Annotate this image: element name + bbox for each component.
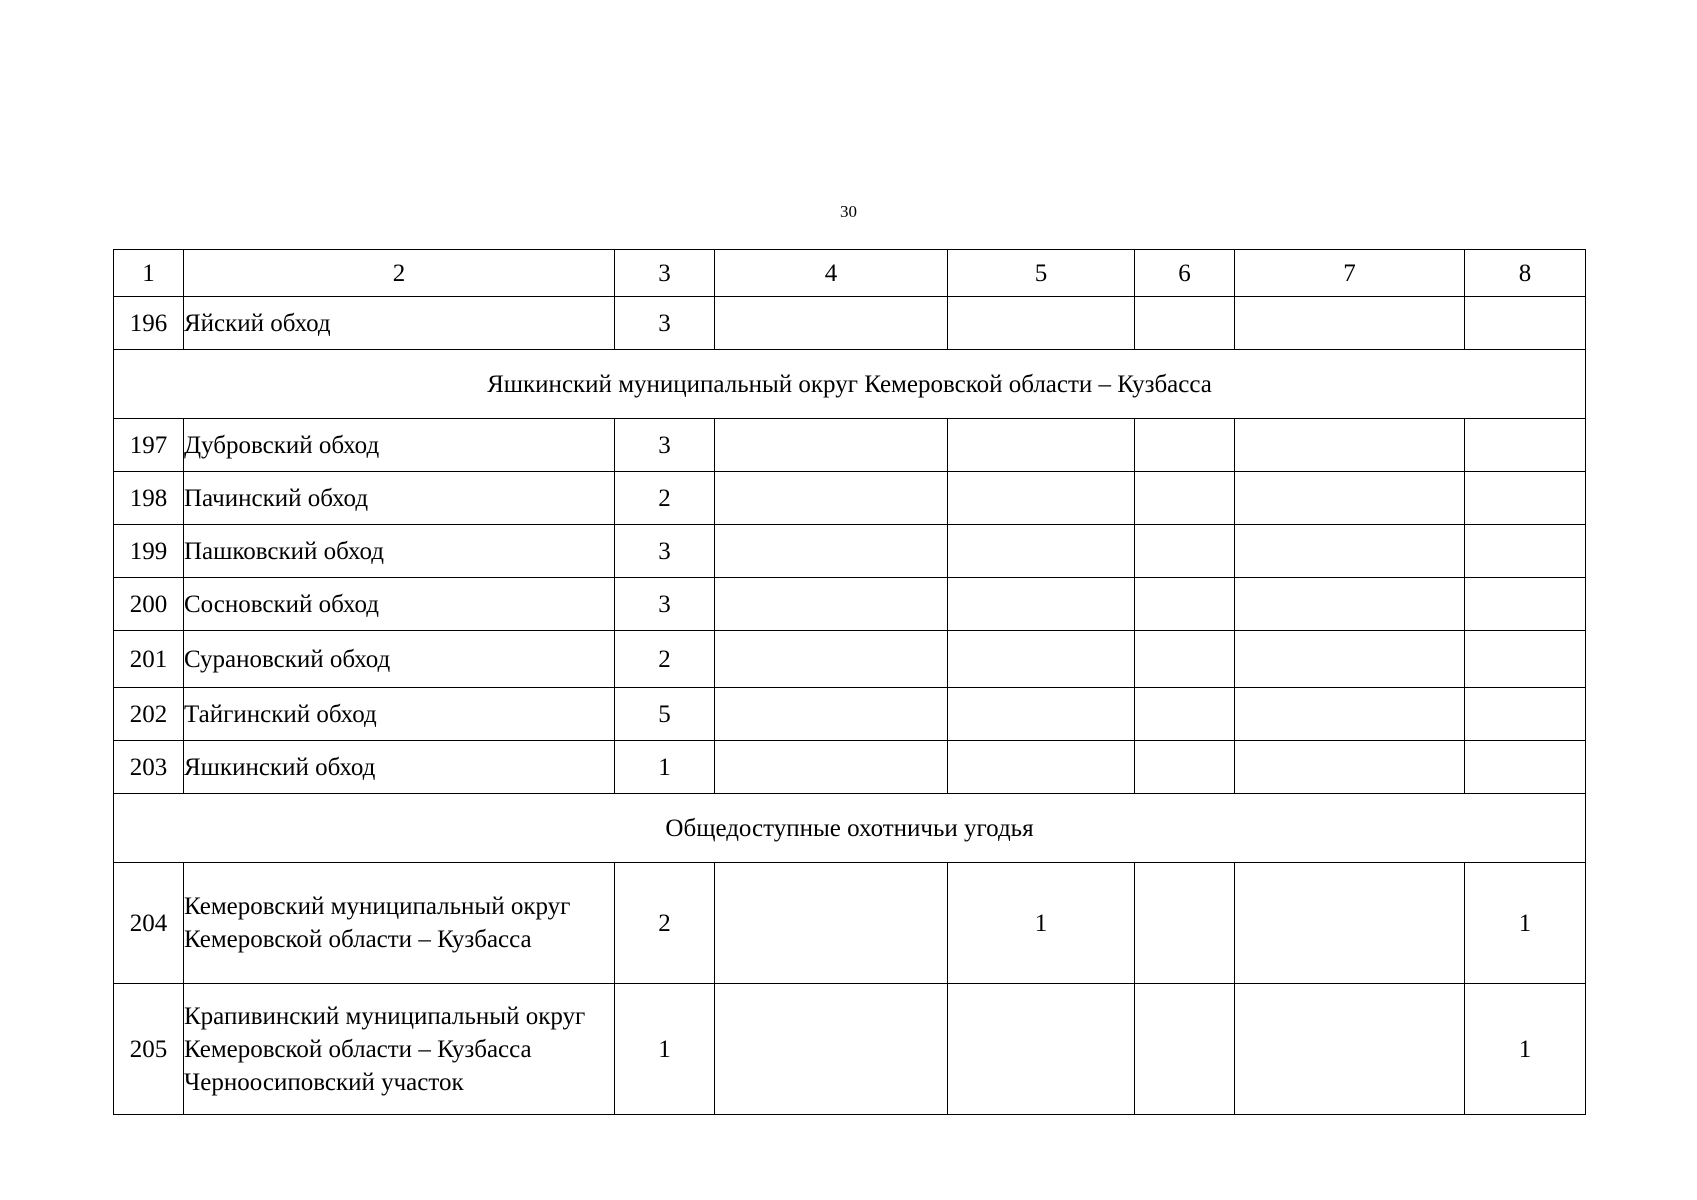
row-number: 202 xyxy=(114,688,184,741)
table-row xyxy=(114,419,1586,472)
header-cell: 8 xyxy=(1465,250,1586,297)
section-heading: Яшкинский муниципальный округ Кемеровской области – Кузбасса xyxy=(114,350,1586,419)
cell-col6 xyxy=(1135,863,1235,984)
cell-col6 xyxy=(1135,984,1235,1115)
cell-col3: 1 xyxy=(615,741,715,794)
cell-col8 xyxy=(1465,741,1586,794)
cell-col6 xyxy=(1135,297,1235,350)
cell-col3: 5 xyxy=(615,688,715,741)
cell-col5 xyxy=(948,688,1135,741)
cell-col8 xyxy=(1465,419,1586,472)
cell-col4 xyxy=(715,984,948,1115)
row-name: Тайгинский обход xyxy=(184,688,615,741)
row-name: Сурановский обход xyxy=(184,631,615,688)
cell-col4 xyxy=(715,578,948,631)
header-cell: 2 xyxy=(184,250,615,297)
cell-col6 xyxy=(1135,688,1235,741)
cell-col3: 2 xyxy=(615,631,715,688)
row-number: 199 xyxy=(114,525,184,578)
row-name: Кемеровский муниципальный округ Кемеровской области – Кузбасса xyxy=(184,863,615,984)
cell-col7 xyxy=(1235,297,1465,350)
cell-col8: 1 xyxy=(1465,984,1586,1115)
row-name: Яшкинский обход xyxy=(184,741,615,794)
cell-col4 xyxy=(715,419,948,472)
cell-col3: 3 xyxy=(615,578,715,631)
cell-col3: 3 xyxy=(615,297,715,350)
section-row xyxy=(114,350,1586,419)
row-number: 203 xyxy=(114,741,184,794)
cell-col8 xyxy=(1465,578,1586,631)
row-name: Крапивинский муниципальный округ Кемеровской области – Кузбасса Черноосиповский участок xyxy=(184,984,615,1115)
cell-col8: 1 xyxy=(1465,863,1586,984)
cell-col4 xyxy=(715,472,948,525)
table-row xyxy=(114,578,1586,631)
cell-col8 xyxy=(1465,525,1586,578)
cell-col7 xyxy=(1235,984,1465,1115)
cell-col5 xyxy=(948,631,1135,688)
row-number: 205 xyxy=(114,984,184,1115)
cell-col8 xyxy=(1465,297,1586,350)
table-row xyxy=(114,863,1586,984)
cell-col7 xyxy=(1235,578,1465,631)
table-row xyxy=(114,297,1586,350)
cell-col7 xyxy=(1235,631,1465,688)
cell-col6 xyxy=(1135,525,1235,578)
cell-col6 xyxy=(1135,472,1235,525)
row-number: 201 xyxy=(114,631,184,688)
cell-col8 xyxy=(1465,472,1586,525)
cell-col5 xyxy=(948,741,1135,794)
cell-col6 xyxy=(1135,419,1235,472)
row-name: Яйский обход xyxy=(184,297,615,350)
row-number: 204 xyxy=(114,863,184,984)
row-number: 198 xyxy=(114,472,184,525)
cell-col3: 3 xyxy=(615,419,715,472)
row-number: 196 xyxy=(114,297,184,350)
cell-col8 xyxy=(1465,631,1586,688)
cell-col3: 2 xyxy=(615,472,715,525)
section-heading: Общедоступные охотничьи угодья xyxy=(114,794,1586,863)
cell-col5 xyxy=(948,297,1135,350)
page-number: 30 xyxy=(840,202,857,221)
cell-col7 xyxy=(1235,419,1465,472)
cell-col6 xyxy=(1135,631,1235,688)
table-row xyxy=(114,984,1586,1115)
table-row xyxy=(114,688,1586,741)
cell-col5: 1 xyxy=(948,863,1135,984)
header-cell: 6 xyxy=(1135,250,1235,297)
cell-col6 xyxy=(1135,578,1235,631)
row-name: Дубровский обход xyxy=(184,419,615,472)
row-name: Сосновский обход xyxy=(184,578,615,631)
table-row xyxy=(114,472,1586,525)
data-table xyxy=(113,249,1586,1115)
cell-col4 xyxy=(715,297,948,350)
header-row xyxy=(114,250,1586,297)
row-number: 200 xyxy=(114,578,184,631)
cell-col7 xyxy=(1235,741,1465,794)
table-row xyxy=(114,525,1586,578)
header-cell: 5 xyxy=(948,250,1135,297)
section-row xyxy=(114,794,1586,863)
cell-col5 xyxy=(948,419,1135,472)
cell-col7 xyxy=(1235,688,1465,741)
cell-col6 xyxy=(1135,741,1235,794)
row-number: 197 xyxy=(114,419,184,472)
cell-col7 xyxy=(1235,525,1465,578)
cell-col3: 1 xyxy=(615,984,715,1115)
cell-col5 xyxy=(948,472,1135,525)
cell-col5 xyxy=(948,525,1135,578)
header-cell: 3 xyxy=(615,250,715,297)
row-name: Пашковский обход xyxy=(184,525,615,578)
cell-col3: 3 xyxy=(615,525,715,578)
header-cell: 1 xyxy=(114,250,184,297)
table-row xyxy=(114,741,1586,794)
cell-col5 xyxy=(948,984,1135,1115)
header-cell: 4 xyxy=(715,250,948,297)
header-cell: 7 xyxy=(1235,250,1465,297)
cell-col4 xyxy=(715,863,948,984)
cell-col3: 2 xyxy=(615,863,715,984)
cell-col4 xyxy=(715,688,948,741)
table-row xyxy=(114,631,1586,688)
cell-col8 xyxy=(1465,688,1586,741)
row-name: Пачинский обход xyxy=(184,472,615,525)
cell-col4 xyxy=(715,741,948,794)
cell-col4 xyxy=(715,525,948,578)
cell-col5 xyxy=(948,578,1135,631)
cell-col4 xyxy=(715,631,948,688)
cell-col7 xyxy=(1235,863,1465,984)
cell-col7 xyxy=(1235,472,1465,525)
